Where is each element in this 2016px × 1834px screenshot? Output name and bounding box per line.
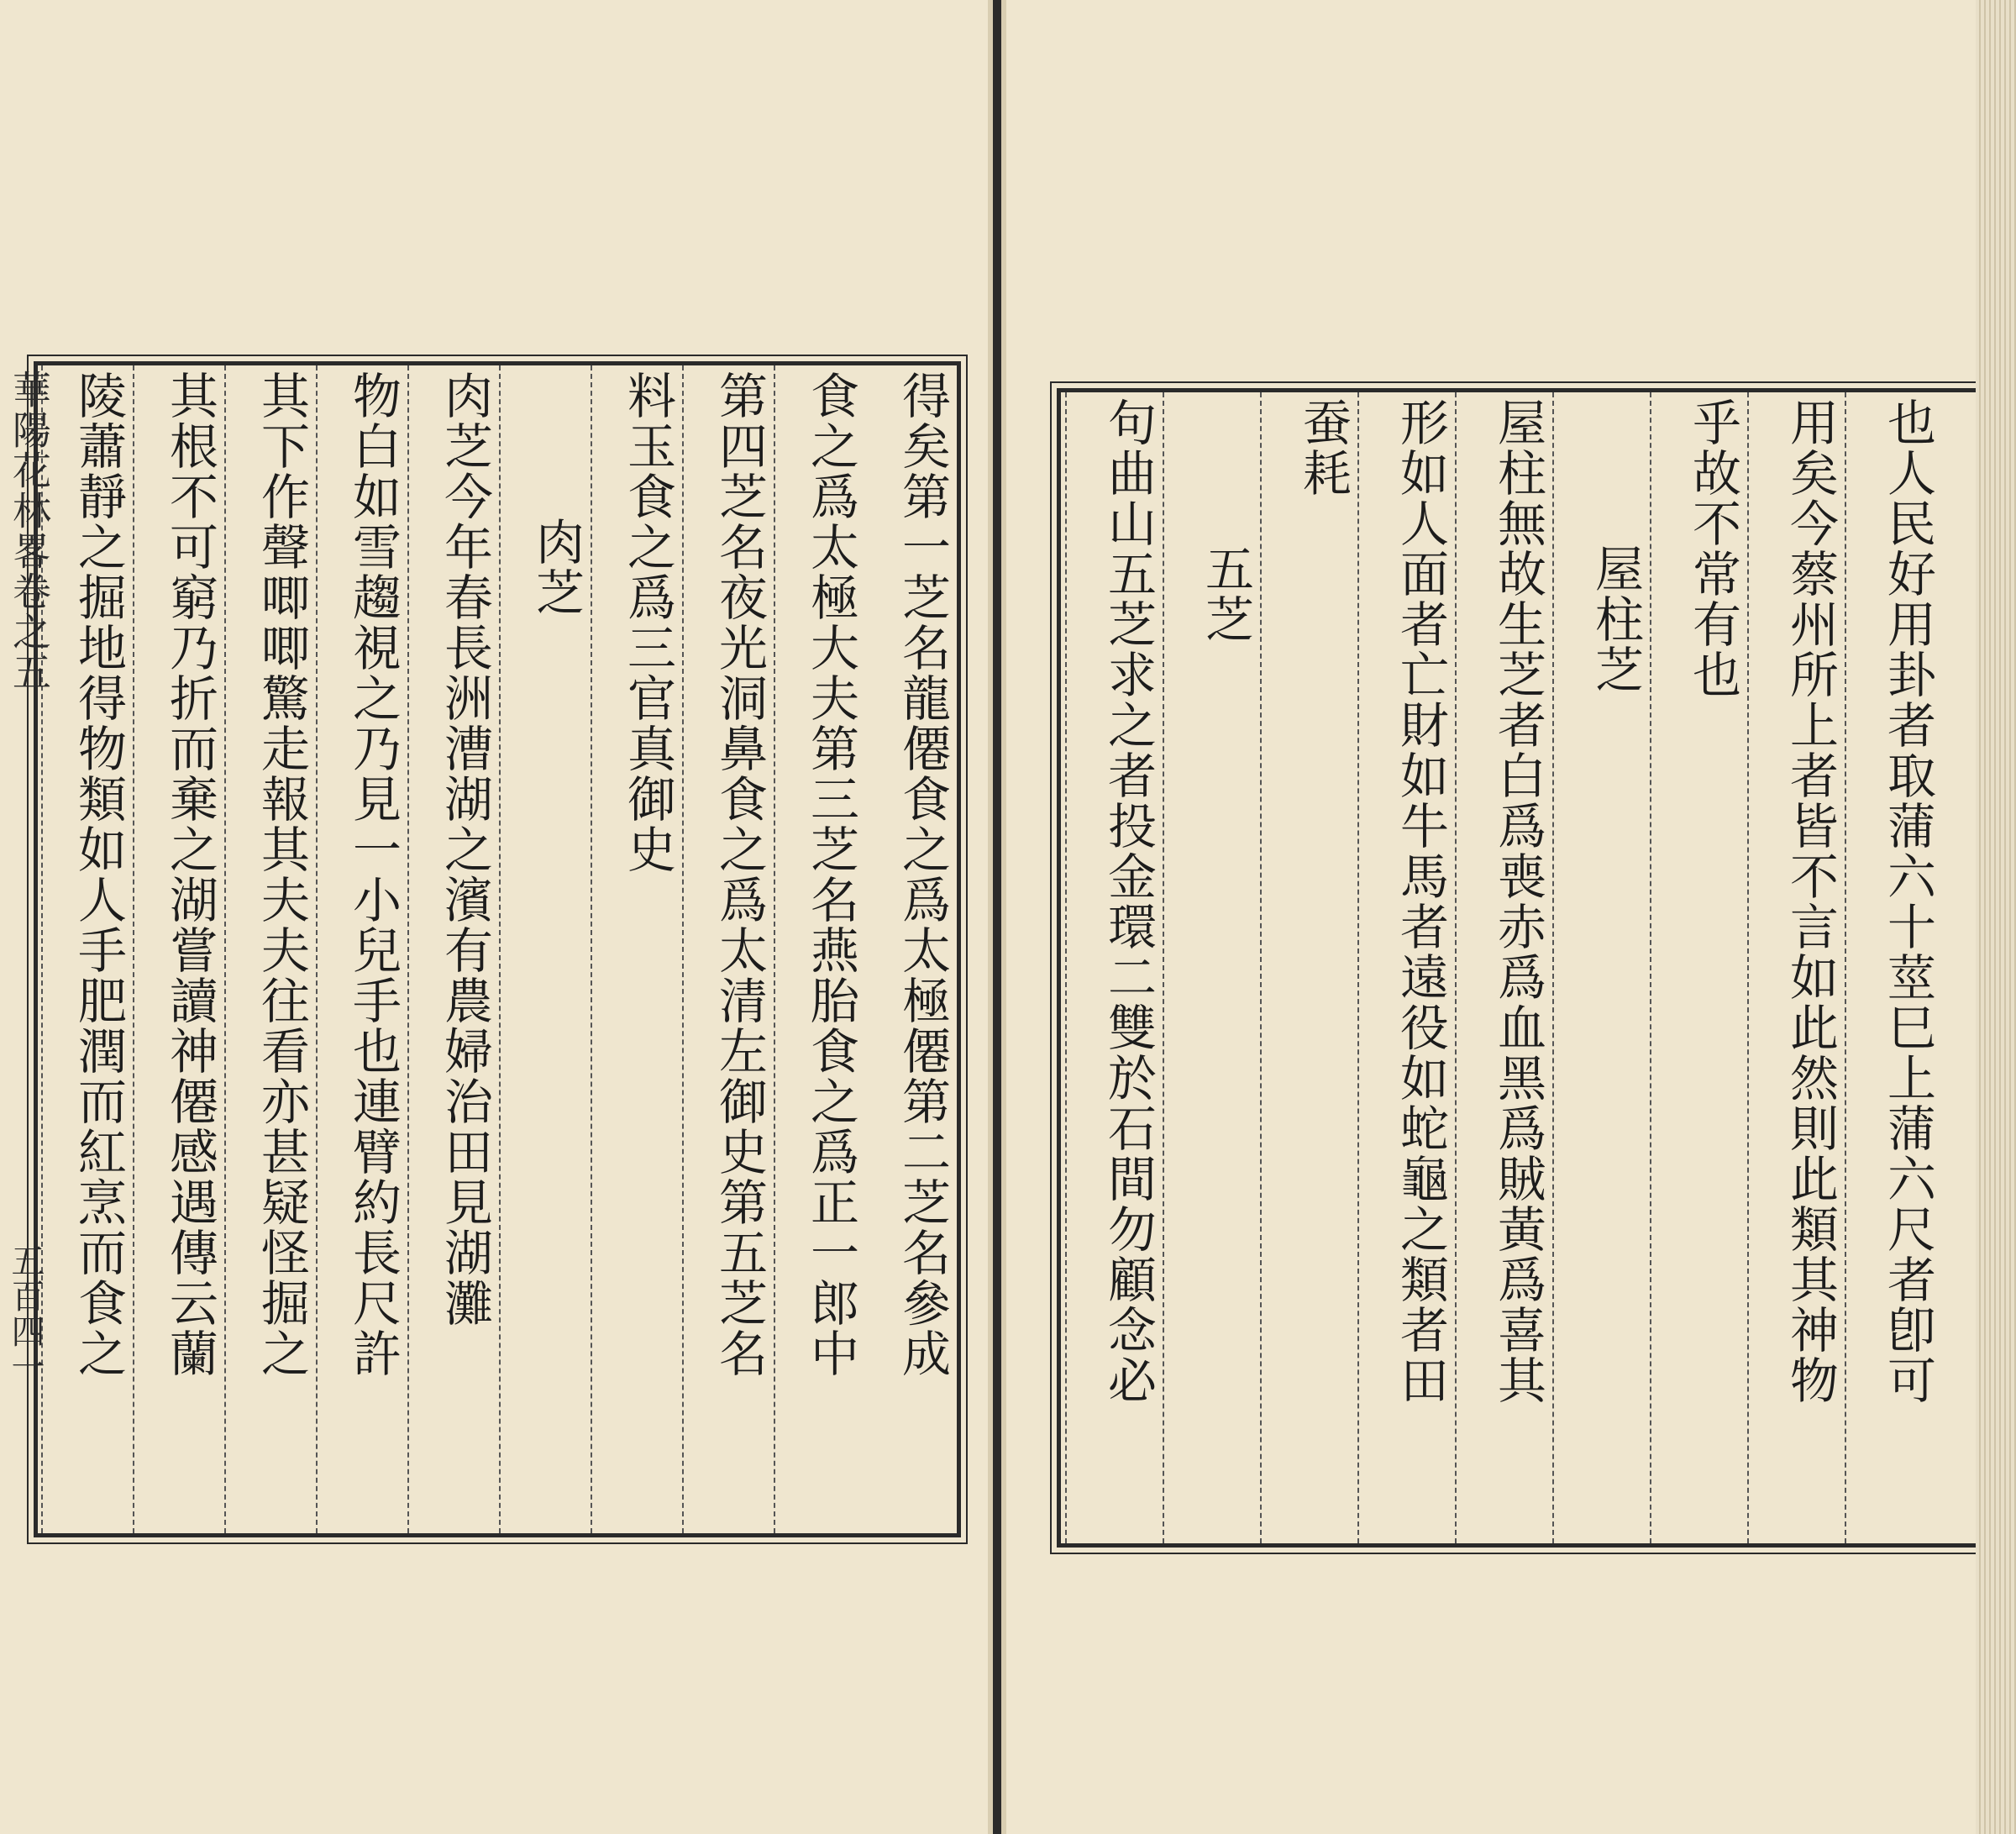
left-page-number: 五百四一 [6,1243,45,1385]
right-heading: 屋柱芝 [1552,392,1650,1543]
left-page [0,0,993,1834]
right-text-column: 用矣今蔡州所上者皆不言如此然則此類其神物 [1747,392,1845,1543]
left-text-column: 陵蕭靜之掘地得物類如人手肥潤而紅烹而食之 [41,365,133,1533]
left-margin-title: 華陽花林畧卷之五 [7,370,52,692]
right-text-column: 形如人面者亡財如牛馬者遠役如蛇龜之類者田 [1357,392,1455,1543]
left-heading: 肉芝 [499,365,591,1533]
right-text-column: 也人民好用卦者取蒲六十莖巳上蒲六尺者卽可 [1845,392,1942,1543]
left-text-column: 物白如雪趨視之乃見一小兒手也連臂約長尺許 [316,365,407,1533]
right-text-column: 屋柱無故生芝者白爲喪赤爲血黑爲賊黃爲喜其 [1455,392,1552,1543]
left-text-column: 得矣第一芝名龍僊食之爲太極僊第二芝名參成 [894,370,951,1379]
left-text-column: 第四芝名夜光洞鼻食之爲太清左御史第五芝名 [682,365,774,1533]
right-text-column: 乎故不常有也 [1650,392,1747,1543]
left-text-frame [34,361,961,1537]
right-page [1001,0,2016,1834]
page-edges [1976,0,2016,1834]
left-text-column: 肉芝今年春長洲漕湖之濱有農婦治田見湖灘 [407,365,499,1533]
left-text-column: 其下作聲唧唧驚走報其夫夫往看亦甚疑怪掘之 [224,365,316,1533]
right-text-column: 蚕耗 [1260,392,1357,1543]
book-spine [993,0,1001,1834]
right-text-column: 句曲山五芝求之者投金環二雙於石間勿顧念必 [1065,392,1163,1543]
left-text-column: 食之爲太極大夫第三芝名燕胎食之爲正一郎中 [774,365,865,1533]
left-text-column: 料玉食之爲三官真御史 [591,365,682,1533]
right-heading: 五芝 [1163,392,1260,1543]
right-text-frame [1057,388,2016,1548]
left-text-column: 其根不可窮乃折而棄之湖嘗讀神僊感遇傳云蘭 [133,365,224,1533]
